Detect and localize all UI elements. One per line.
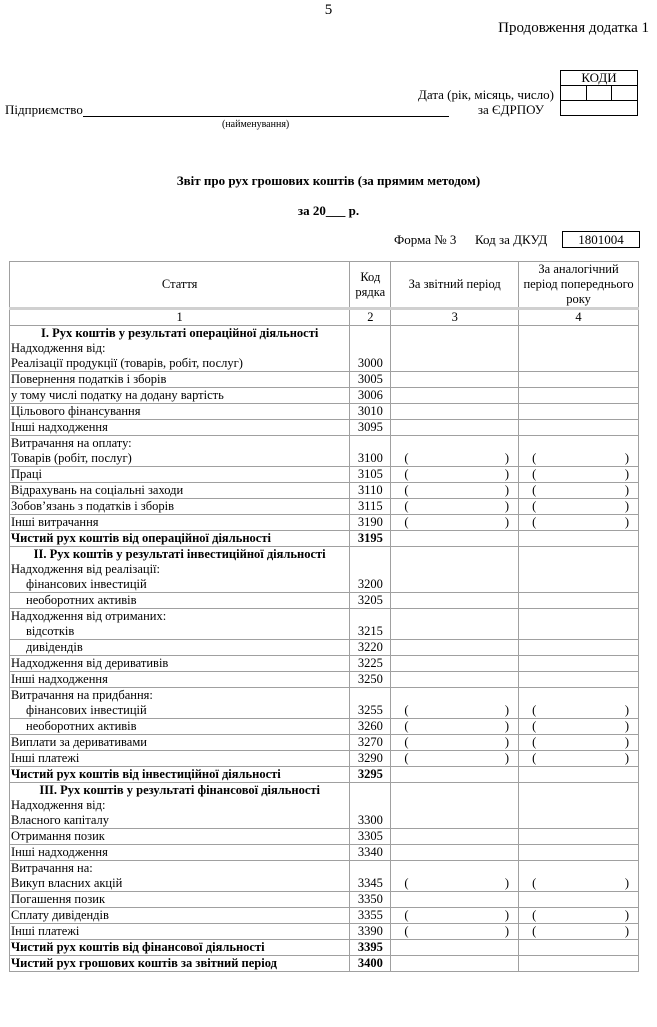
current-period-value[interactable] [391, 783, 519, 829]
row-code: 3270 [350, 735, 391, 751]
open-paren: ( [532, 451, 537, 465]
close-paren: ) [624, 467, 629, 481]
bracket-wrapper [520, 483, 637, 498]
total-code: 3195 [350, 531, 391, 547]
table-row [10, 640, 639, 656]
grand-total-code: 3400 [350, 956, 391, 972]
current-period-value[interactable] [391, 593, 519, 609]
row-label: фінансових інвестицій [26, 703, 147, 717]
row-label: Інші надходження [11, 845, 108, 859]
row-label: Власного капіталу [11, 813, 109, 827]
row-label: Погашення позик [11, 892, 106, 906]
row-group-label: Надходження від отриманих: [11, 609, 167, 623]
report-period: за 20___ р. [297, 203, 360, 218]
row-label-cell [10, 326, 350, 372]
row-label-cell [10, 547, 350, 593]
open-paren: ( [532, 908, 537, 922]
bracket-wrapper [392, 499, 517, 514]
row-code: 3190 [350, 515, 391, 531]
close-paren: ) [504, 735, 510, 749]
row-group-label: Витрачання на: [11, 861, 93, 875]
grand-total-row [10, 956, 639, 972]
table-row [10, 845, 639, 861]
close-paren: ) [504, 876, 510, 890]
close-paren: ) [504, 908, 510, 922]
row-label-cell [10, 672, 350, 688]
previous-period-value[interactable] [519, 783, 639, 829]
row-label-cell [10, 924, 350, 940]
bracket-wrapper [392, 483, 517, 498]
row-label-cell [10, 845, 350, 861]
open-paren: ( [532, 703, 537, 717]
section-title: II. Рух коштів у результаті інвестиційної діяльності [33, 547, 326, 561]
open-paren: ( [404, 483, 409, 497]
section-title: III. Рух коштів у результаті фінансової діяльності [39, 783, 321, 797]
column-number: 4 [519, 309, 639, 326]
close-paren: ) [624, 735, 629, 749]
current-period-value[interactable] [391, 656, 519, 672]
open-paren: ( [532, 467, 537, 481]
table-row [10, 783, 639, 829]
current-period-value[interactable] [391, 719, 519, 735]
current-period-value[interactable] [391, 515, 519, 531]
row-label-cell [10, 388, 350, 404]
report-title: Звіт про рух грошових коштів (за прямим методом) [176, 173, 481, 188]
open-paren: ( [532, 499, 537, 513]
previous-period-value[interactable] [519, 404, 639, 420]
open-paren: ( [404, 515, 409, 529]
table-row [10, 672, 639, 688]
row-code: 3250 [350, 672, 391, 688]
row-code: 3200 [350, 547, 391, 593]
codes-box [560, 70, 638, 116]
row-group-label: Витрачання на придбання: [11, 688, 153, 702]
table-row [10, 593, 639, 609]
table-row [10, 420, 639, 436]
table-row [10, 861, 639, 892]
current-period-value[interactable] [391, 531, 519, 547]
open-paren: ( [404, 751, 409, 765]
previous-period-value[interactable] [519, 924, 639, 940]
current-period-value[interactable] [391, 924, 519, 940]
bracket-wrapper [520, 451, 637, 466]
row-label-cell [10, 593, 350, 609]
current-period-value[interactable] [391, 751, 519, 767]
close-paren: ) [624, 876, 629, 890]
row-label: у тому числі податку на додану вартість [11, 388, 224, 402]
previous-period-value[interactable] [519, 829, 639, 845]
page-number: 5 [324, 2, 333, 18]
previous-period-value[interactable] [519, 940, 639, 956]
bracket-wrapper [520, 719, 637, 734]
row-label: необоротних активів [26, 593, 137, 607]
row-label: Сплату дивідендів [11, 908, 109, 922]
row-label: Товарів (робіт, послуг) [11, 451, 132, 465]
bracket-wrapper [392, 467, 517, 482]
section-total-row [10, 767, 639, 783]
close-paren: ) [624, 515, 629, 529]
current-period-value[interactable] [391, 829, 519, 845]
close-paren: ) [624, 908, 629, 922]
row-label: Інші платежі [11, 751, 80, 765]
codes-header: КОДИ [561, 71, 638, 86]
current-period-value[interactable] [391, 956, 519, 972]
current-period-value[interactable] [391, 672, 519, 688]
row-code: 3355 [350, 908, 391, 924]
row-label-cell [10, 751, 350, 767]
header-article: Стаття [10, 262, 350, 309]
previous-period-value[interactable] [519, 388, 639, 404]
row-label-cell [10, 483, 350, 499]
current-period-value[interactable] [391, 940, 519, 956]
row-label: Зобов’язань з податків і зборів [11, 499, 174, 513]
bracket-wrapper [520, 703, 637, 718]
previous-period-value[interactable] [519, 420, 639, 436]
current-period-value[interactable] [391, 640, 519, 656]
row-label-cell [10, 640, 350, 656]
close-paren: ) [624, 483, 629, 497]
edrpou-field[interactable] [561, 101, 638, 116]
enterprise-name-field[interactable] [83, 116, 449, 117]
bracket-wrapper [392, 735, 517, 750]
total-code: 3395 [350, 940, 391, 956]
previous-period-value[interactable] [519, 892, 639, 908]
bracket-wrapper [520, 499, 637, 514]
previous-period-value[interactable] [519, 767, 639, 783]
previous-period-value[interactable] [519, 719, 639, 735]
row-label-cell [10, 515, 350, 531]
table-row [10, 688, 639, 719]
header-previous-period: За аналогічний період попереднього року [519, 262, 639, 309]
open-paren: ( [532, 483, 537, 497]
open-paren: ( [532, 751, 537, 765]
previous-period-value[interactable] [519, 640, 639, 656]
section-total-row [10, 531, 639, 547]
open-paren: ( [404, 924, 409, 938]
current-period-value[interactable] [391, 735, 519, 751]
bracket-wrapper [520, 735, 637, 750]
row-label-cell [10, 609, 350, 640]
current-period-value[interactable] [391, 404, 519, 420]
close-paren: ) [504, 499, 510, 513]
row-code: 3305 [350, 829, 391, 845]
row-code: 3225 [350, 656, 391, 672]
previous-period-value[interactable] [519, 735, 639, 751]
bracket-wrapper [392, 515, 517, 530]
row-code: 3000 [350, 326, 391, 372]
previous-period-value[interactable] [519, 483, 639, 499]
date-label: Дата (рік, місяць, число) [418, 87, 554, 102]
row-code: 3005 [350, 372, 391, 388]
total-code: 3295 [350, 767, 391, 783]
table-row [10, 467, 639, 483]
bracket-wrapper [392, 876, 517, 891]
table-row [10, 735, 639, 751]
table-row [10, 372, 639, 388]
previous-period-value[interactable] [519, 515, 639, 531]
previous-period-value[interactable] [519, 861, 639, 892]
row-code: 3006 [350, 388, 391, 404]
current-period-value[interactable] [391, 688, 519, 719]
row-code: 3290 [350, 751, 391, 767]
row-label-cell [10, 467, 350, 483]
table-row [10, 404, 639, 420]
row-label: Інші надходження [11, 420, 108, 434]
section-total-row [10, 940, 639, 956]
row-label: Праці [11, 467, 42, 481]
total-label: Чистий рух коштів від інвестиційної діяльності [10, 767, 350, 783]
bracket-wrapper [520, 467, 637, 482]
column-number-row [10, 309, 639, 326]
current-period-value[interactable] [391, 420, 519, 436]
date-day-field[interactable] [612, 86, 638, 101]
row-label: Повернення податків і зборів [11, 372, 167, 386]
row-label: Надходження від деривативів [11, 656, 169, 670]
open-paren: ( [404, 876, 409, 890]
close-paren: ) [624, 499, 629, 513]
current-period-value[interactable] [391, 892, 519, 908]
row-label-cell [10, 499, 350, 515]
row-code: 3095 [350, 420, 391, 436]
open-paren: ( [404, 719, 409, 733]
row-code: 3010 [350, 404, 391, 420]
table-row [10, 924, 639, 940]
close-paren: ) [504, 719, 510, 733]
column-number: 1 [10, 309, 350, 326]
table-row [10, 515, 639, 531]
row-label: відсотків [26, 624, 75, 638]
open-paren: ( [532, 515, 537, 529]
row-label-cell [10, 829, 350, 845]
previous-period-value[interactable] [519, 372, 639, 388]
current-period-value[interactable] [391, 767, 519, 783]
bracket-wrapper [392, 924, 517, 939]
row-group-label: Надходження від реалізації: [11, 562, 161, 576]
header-line-code: Код рядка [350, 262, 391, 309]
bracket-wrapper [392, 703, 517, 718]
edrpou-label: за ЄДРПОУ [477, 102, 544, 117]
previous-period-value[interactable] [519, 688, 639, 719]
row-code: 3100 [350, 436, 391, 467]
table-row [10, 609, 639, 640]
table-row [10, 388, 639, 404]
row-code: 3350 [350, 892, 391, 908]
close-paren: ) [504, 703, 510, 717]
row-label: Відрахувань на соціальні заходи [11, 483, 184, 497]
close-paren: ) [624, 719, 629, 733]
row-code: 3345 [350, 861, 391, 892]
column-number: 2 [350, 309, 391, 326]
row-label: Цільового фінансування [11, 404, 141, 418]
close-paren: ) [624, 703, 629, 717]
row-label: Інші витрачання [11, 515, 99, 529]
previous-period-value[interactable] [519, 672, 639, 688]
close-paren: ) [504, 924, 510, 938]
current-period-value[interactable] [391, 436, 519, 467]
enterprise-label: Підприємство [5, 102, 83, 117]
open-paren: ( [404, 703, 409, 717]
current-period-value[interactable] [391, 908, 519, 924]
table-row [10, 436, 639, 467]
current-period-value[interactable] [391, 499, 519, 515]
row-code: 3105 [350, 467, 391, 483]
row-group-label: Витрачання на оплату: [11, 436, 132, 450]
previous-period-value[interactable] [519, 656, 639, 672]
previous-period-value[interactable] [519, 609, 639, 640]
row-label-cell [10, 892, 350, 908]
close-paren: ) [504, 451, 510, 465]
previous-period-value[interactable] [519, 326, 639, 372]
row-label-cell [10, 372, 350, 388]
open-paren: ( [532, 924, 537, 938]
current-period-value[interactable] [391, 845, 519, 861]
table-row [10, 892, 639, 908]
table-row [10, 499, 639, 515]
open-paren: ( [404, 735, 409, 749]
table-row [10, 656, 639, 672]
section-title: I. Рух коштів у результаті операційної діяльності [41, 326, 319, 340]
row-label-cell [10, 436, 350, 467]
row-label: Інші надходження [11, 672, 108, 686]
close-paren: ) [624, 924, 629, 938]
row-label: Інші платежі [11, 924, 80, 938]
table-row [10, 751, 639, 767]
bracket-wrapper [392, 451, 517, 466]
row-label: Викуп власних акцій [11, 876, 123, 890]
bracket-wrapper [392, 908, 517, 923]
enterprise-caption: (найменування) [222, 119, 290, 130]
row-group-label: Надходження від: [11, 798, 106, 812]
previous-period-value[interactable] [519, 499, 639, 515]
row-code: 3260 [350, 719, 391, 735]
cash-flow-table [9, 261, 639, 972]
column-number: 3 [391, 309, 519, 326]
row-label-cell [10, 908, 350, 924]
previous-period-value[interactable] [519, 845, 639, 861]
date-year-field[interactable] [561, 86, 587, 101]
row-label-cell [10, 735, 350, 751]
row-label: Виплати за деривативами [11, 735, 147, 749]
current-period-value[interactable] [391, 388, 519, 404]
close-paren: ) [504, 483, 510, 497]
table-header-row [10, 262, 639, 309]
row-label: фінансових інвестицій [26, 577, 147, 591]
row-code: 3300 [350, 783, 391, 829]
current-period-value[interactable] [391, 372, 519, 388]
row-code: 3205 [350, 593, 391, 609]
current-period-value[interactable] [391, 861, 519, 892]
row-code: 3115 [350, 499, 391, 515]
row-group-label: Надходження від: [11, 341, 106, 355]
table-row [10, 908, 639, 924]
bracket-wrapper [520, 876, 637, 891]
previous-period-value[interactable] [519, 436, 639, 467]
previous-period-value[interactable] [519, 467, 639, 483]
close-paren: ) [624, 751, 629, 765]
open-paren: ( [532, 876, 537, 890]
row-label-cell [10, 656, 350, 672]
close-paren: ) [504, 515, 510, 529]
row-code: 3390 [350, 924, 391, 940]
row-label-cell [10, 861, 350, 892]
row-code: 3110 [350, 483, 391, 499]
bracket-wrapper [520, 515, 637, 530]
row-code: 3220 [350, 640, 391, 656]
total-label: Чистий рух коштів від операційної діяльності [10, 531, 350, 547]
row-label-cell [10, 688, 350, 719]
open-paren: ( [404, 908, 409, 922]
dkud-code: 1801004 [562, 231, 640, 248]
table-row [10, 547, 639, 593]
table-row [10, 483, 639, 499]
bracket-wrapper [520, 908, 637, 923]
current-period-value[interactable] [391, 467, 519, 483]
bracket-wrapper [520, 924, 637, 939]
total-label: Чистий рух коштів від фінансової діяльності [10, 940, 350, 956]
form-number: Форма № 3 [394, 232, 457, 247]
close-paren: ) [624, 451, 629, 465]
grand-total-label: Чистий рух грошових коштів за звітний період [10, 956, 350, 972]
table-row [10, 719, 639, 735]
previous-period-value[interactable] [519, 531, 639, 547]
open-paren: ( [532, 719, 537, 733]
current-period-value[interactable] [391, 326, 519, 372]
row-label-cell [10, 420, 350, 436]
previous-period-value[interactable] [519, 593, 639, 609]
open-paren: ( [404, 451, 409, 465]
bracket-wrapper [520, 751, 637, 766]
row-label-cell [10, 719, 350, 735]
open-paren: ( [404, 499, 409, 513]
table-row [10, 829, 639, 845]
appendix-note: Продовження додатка 1 [498, 20, 649, 36]
close-paren: ) [504, 751, 510, 765]
row-code: 3340 [350, 845, 391, 861]
current-period-value[interactable] [391, 547, 519, 593]
current-period-value[interactable] [391, 483, 519, 499]
header-current-period: За звітний період [391, 262, 519, 309]
bracket-wrapper [392, 719, 517, 734]
close-paren: ) [504, 467, 510, 481]
row-label-cell [10, 404, 350, 420]
row-label: дивідендів [26, 640, 83, 654]
current-period-value[interactable] [391, 609, 519, 640]
row-code: 3215 [350, 609, 391, 640]
open-paren: ( [532, 735, 537, 749]
open-paren: ( [404, 467, 409, 481]
previous-period-value[interactable] [519, 956, 639, 972]
bracket-wrapper [392, 751, 517, 766]
row-label: необоротних активів [26, 719, 137, 733]
row-code: 3255 [350, 688, 391, 719]
row-label: Отримання позик [11, 829, 105, 843]
previous-period-value[interactable] [519, 547, 639, 593]
previous-period-value[interactable] [519, 751, 639, 767]
table-row [10, 326, 639, 372]
row-label-cell [10, 783, 350, 829]
date-month-field[interactable] [586, 86, 612, 101]
dkud-label: Код за ДКУД [475, 232, 548, 247]
row-label: Реалізації продукції (товарів, робіт, послуг) [11, 356, 243, 370]
previous-period-value[interactable] [519, 908, 639, 924]
